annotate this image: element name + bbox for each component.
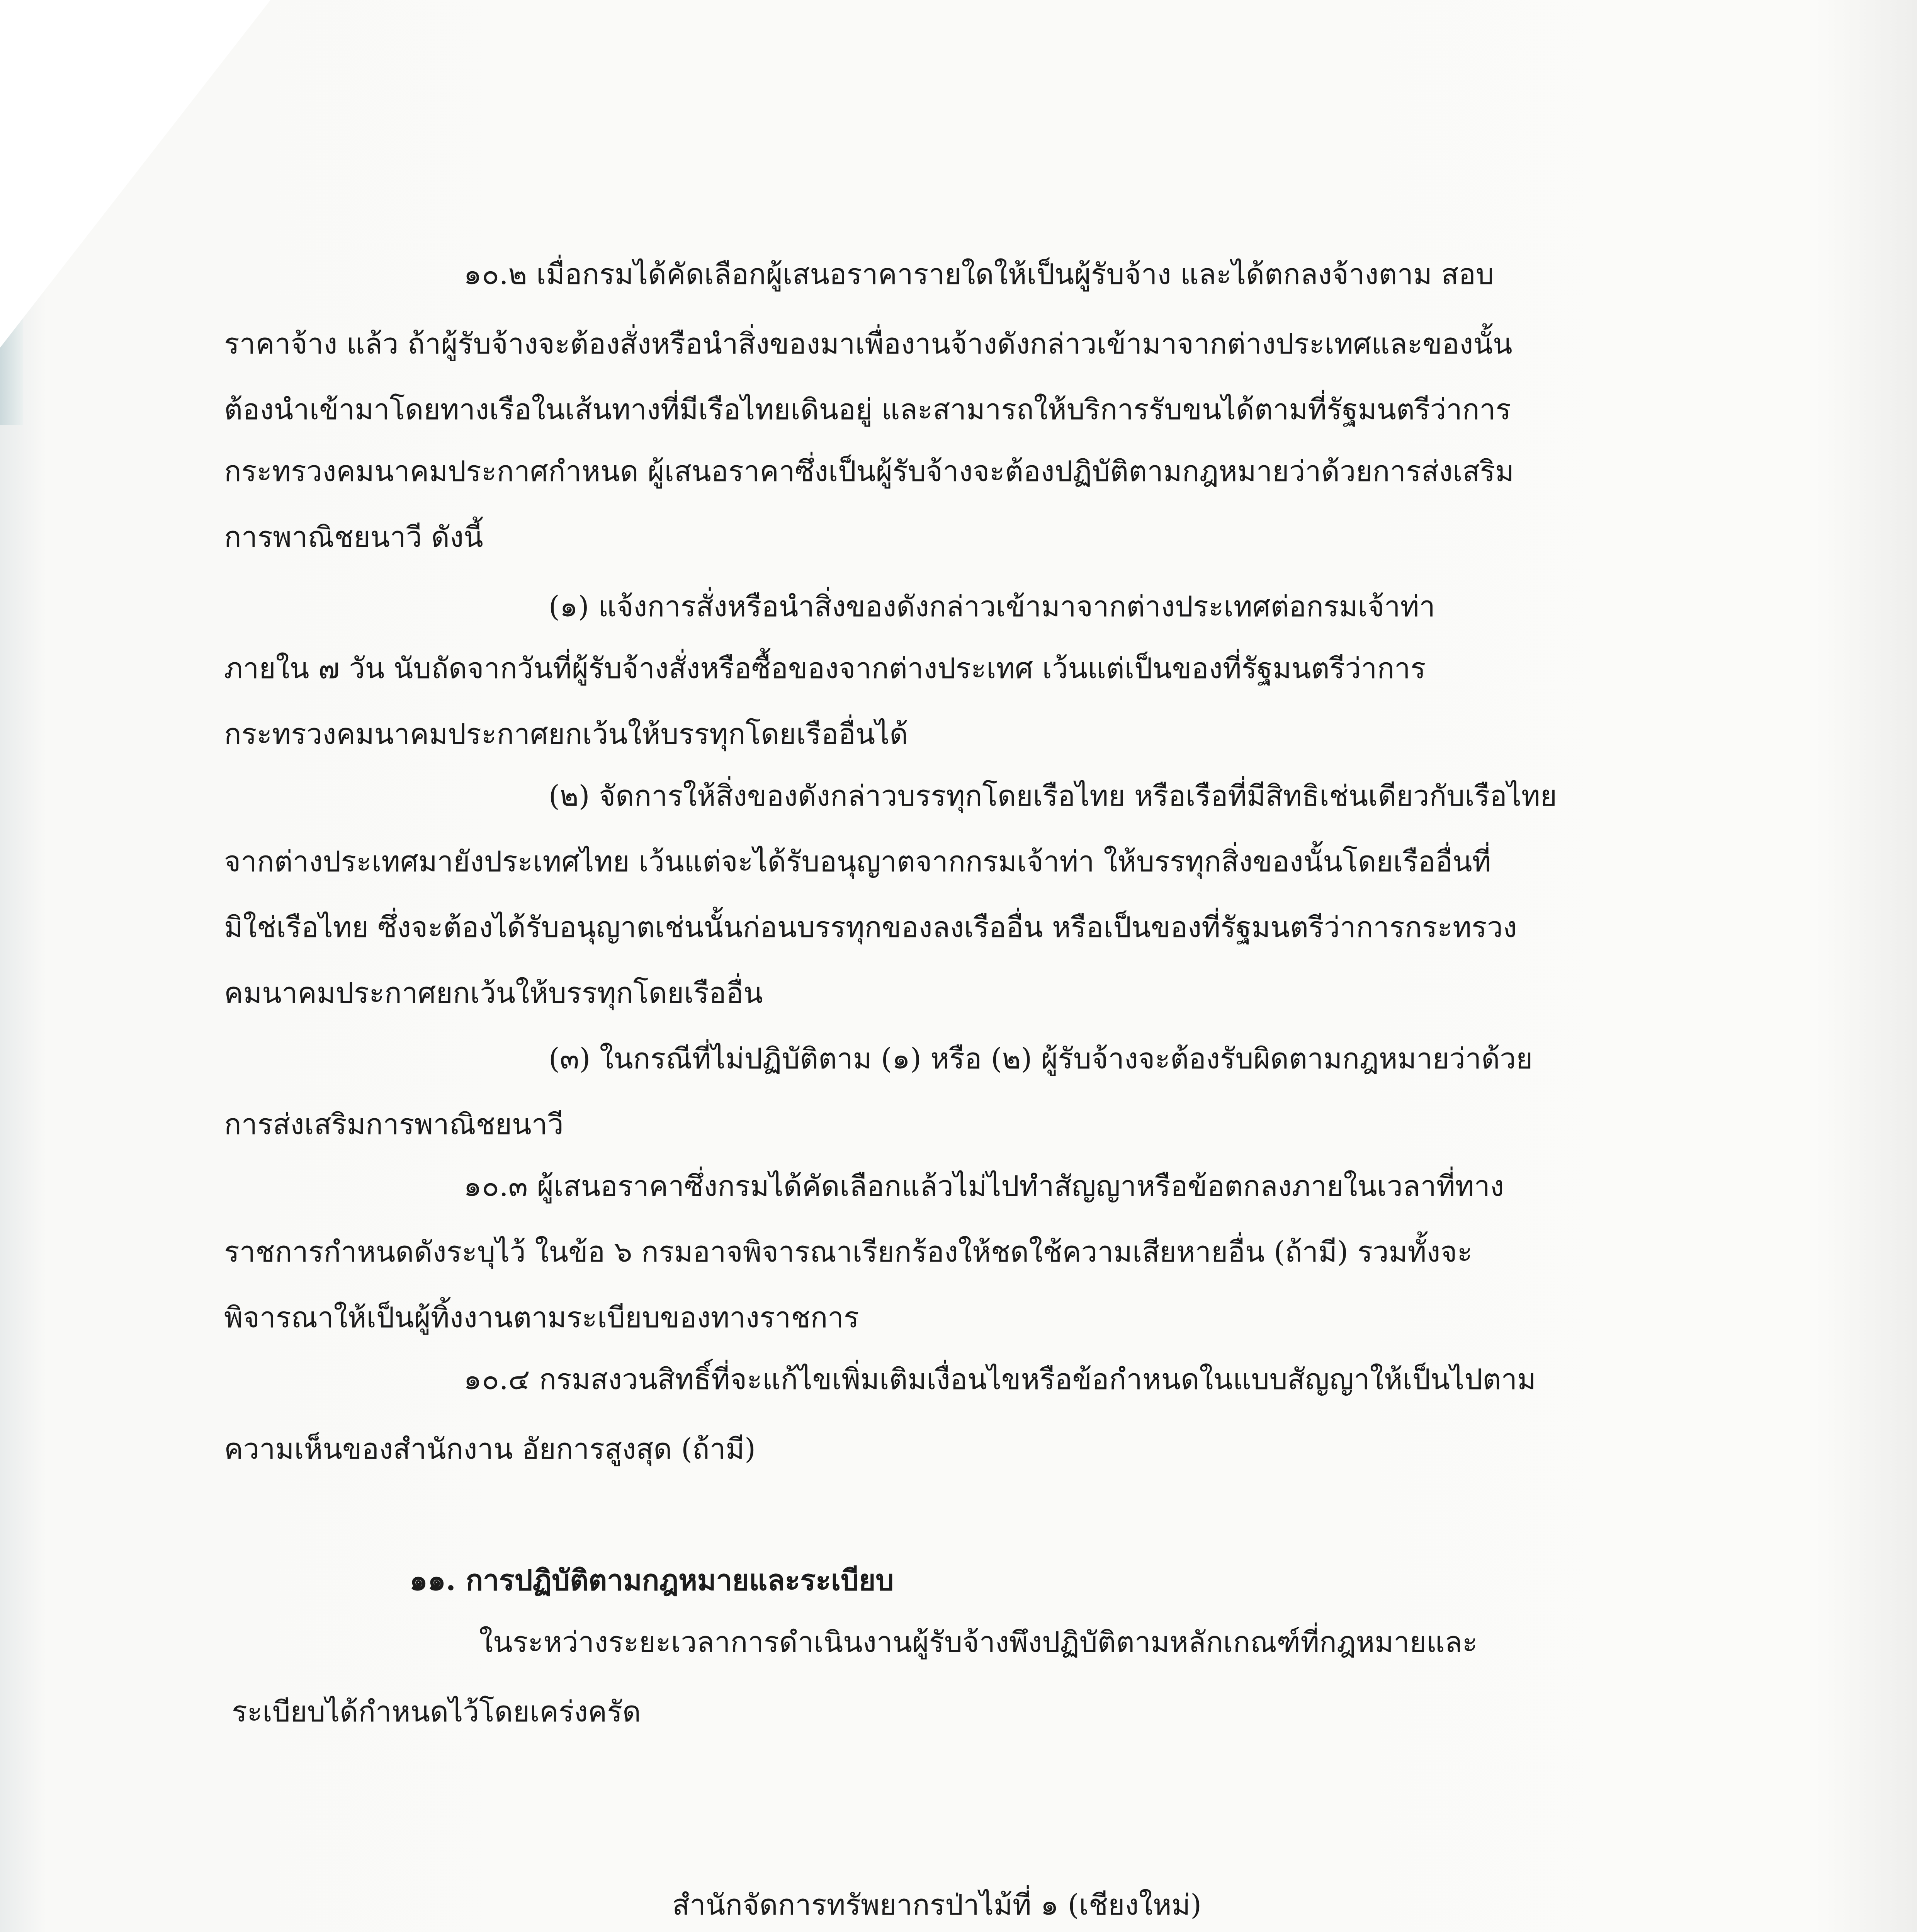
clause-10-2-line-2: ราคาจ้าง แล้ว ถ้าผู้รับจ้างจะต้องสั่งหรือนำสิ่งของมาเพื่องานจ้างดังกล่าวเข้ามาจากต่างประเทศและของนั้น <box>224 327 1513 361</box>
clause-10-3-line-1: ๑๐.๓ ผู้เสนอราคาซึ่งกรมได้คัดเลือกแล้วไม่ไปทำสัญญาหรือข้อตกลงภายในเวลาที่ทาง <box>464 1170 1504 1203</box>
clause-11-heading: ๑๑. การปฏิบัติตามกฎหมายและระเบียบ <box>410 1564 894 1597</box>
clause-11-line-2: ระเบียบได้กำหนดไว้โดยเคร่งครัด <box>232 1695 641 1728</box>
clause-10-2-line-3: ต้องนำเข้ามาโดยทางเรือในเส้นทางที่มีเรือไทยเดินอยู่ และสามารถให้บริการรับขนได้ตามที่รัฐมนตรีว่าการ <box>224 393 1511 426</box>
item-2-line-3: มิใช่เรือไทย ซึ่งจะต้องได้รับอนุญาตเช่นนั้นก่อนบรรทุกของลงเรืออื่น หรือเป็นของที่รัฐมนตรีว่าการกระทรวง <box>224 911 1517 944</box>
clause-10-2-line-5: การพาณิชยนาวี ดังนี้ <box>224 520 483 554</box>
clause-10-4-line-1: ๑๐.๔ กรมสงวนสิทธิ์ที่จะแก้ไขเพิ่มเติมเงื่อนไขหรือข้อกำหนดในแบบสัญญาให้เป็นไปตาม <box>464 1363 1536 1396</box>
clause-10-3-line-2: ราชการกำหนดดังระบุไว้ ในข้อ ๖ กรมอาจพิจารณาเรียกร้องให้ชดใช้ความเสียหายอื่น (ถ้ามี) รวมทั้งจะ <box>224 1235 1473 1269</box>
item-2-line-1: (๒) จัดการให้สิ่งของดังกล่าวบรรทุกโดยเรือไทย หรือเรือที่มีสิทธิเช่นเดียวกับเรือไทย <box>549 779 1557 813</box>
item-1-line-2: ภายใน ๗ วัน นับถัดจากวันที่ผู้รับจ้างสั่งหรือซื้อของจากต่างประเทศ เว้นแต่เป็นของที่รัฐมนตรีว่าการ <box>224 652 1426 685</box>
item-2-line-4: คมนาคมประกาศยกเว้นให้บรรทุกโดยเรืออื่น <box>224 976 763 1010</box>
clause-11-line-1: ในระหว่างระยะเวลาการดำเนินงานผู้รับจ้างพึงปฏิบัติตามหลักเกณฑ์ที่กฎหมายและ <box>479 1626 1478 1659</box>
clause-10-3-line-3: พิจารณาให้เป็นผู้ทิ้งงานตามระเบียบของทางราชการ <box>224 1301 859 1334</box>
clause-10-2-line-1: ๑๐.๒ เมื่อกรมได้คัดเลือกผู้เสนอราคารายใดให้เป็นผู้รับจ้าง และได้ตกลงจ้างตาม สอบ <box>464 258 1494 291</box>
item-1-line-3: กระทรวงคมนาคมประกาศยกเว้นให้บรรทุกโดยเรืออื่นได้ <box>224 718 908 751</box>
item-3-line-2: การส่งเสริมการพาณิชยนาวี <box>224 1108 564 1141</box>
clause-10-2-line-4: กระทรวงคมนาคมประกาศกำหนด ผู้เสนอราคาซึ่งเป็นผู้รับจ้างจะต้องปฏิบัติตามกฎหมายว่าด้วยการส่งเสริม <box>224 455 1514 488</box>
item-2-line-2: จากต่างประเทศมายังประเทศไทย เว้นแต่จะได้รับอนุญาตจากกรมเจ้าท่า ให้บรรทุกสิ่งของนั้นโดยเรืออื่นที่ <box>224 845 1491 878</box>
item-3-line-1: (๓) ในกรณีที่ไม่ปฏิบัติตาม (๑) หรือ (๒) ผู้รับจ้างจะต้องรับผิดตามกฎหมายว่าด้วย <box>549 1042 1533 1075</box>
office-name: สำนักจัดการทรัพยากรป่าไม้ที่ ๑ (เชียงใหม่) <box>672 1888 1202 1922</box>
item-1-line-1: (๑) แจ้งการสั่งหรือนำสิ่งของดังกล่าวเข้ามาจากต่างประเทศต่อกรมเจ้าท่า <box>549 590 1435 623</box>
clause-10-4-line-2: ความเห็นของสำนักงาน อัยการสูงสุด (ถ้ามี) <box>224 1432 756 1466</box>
